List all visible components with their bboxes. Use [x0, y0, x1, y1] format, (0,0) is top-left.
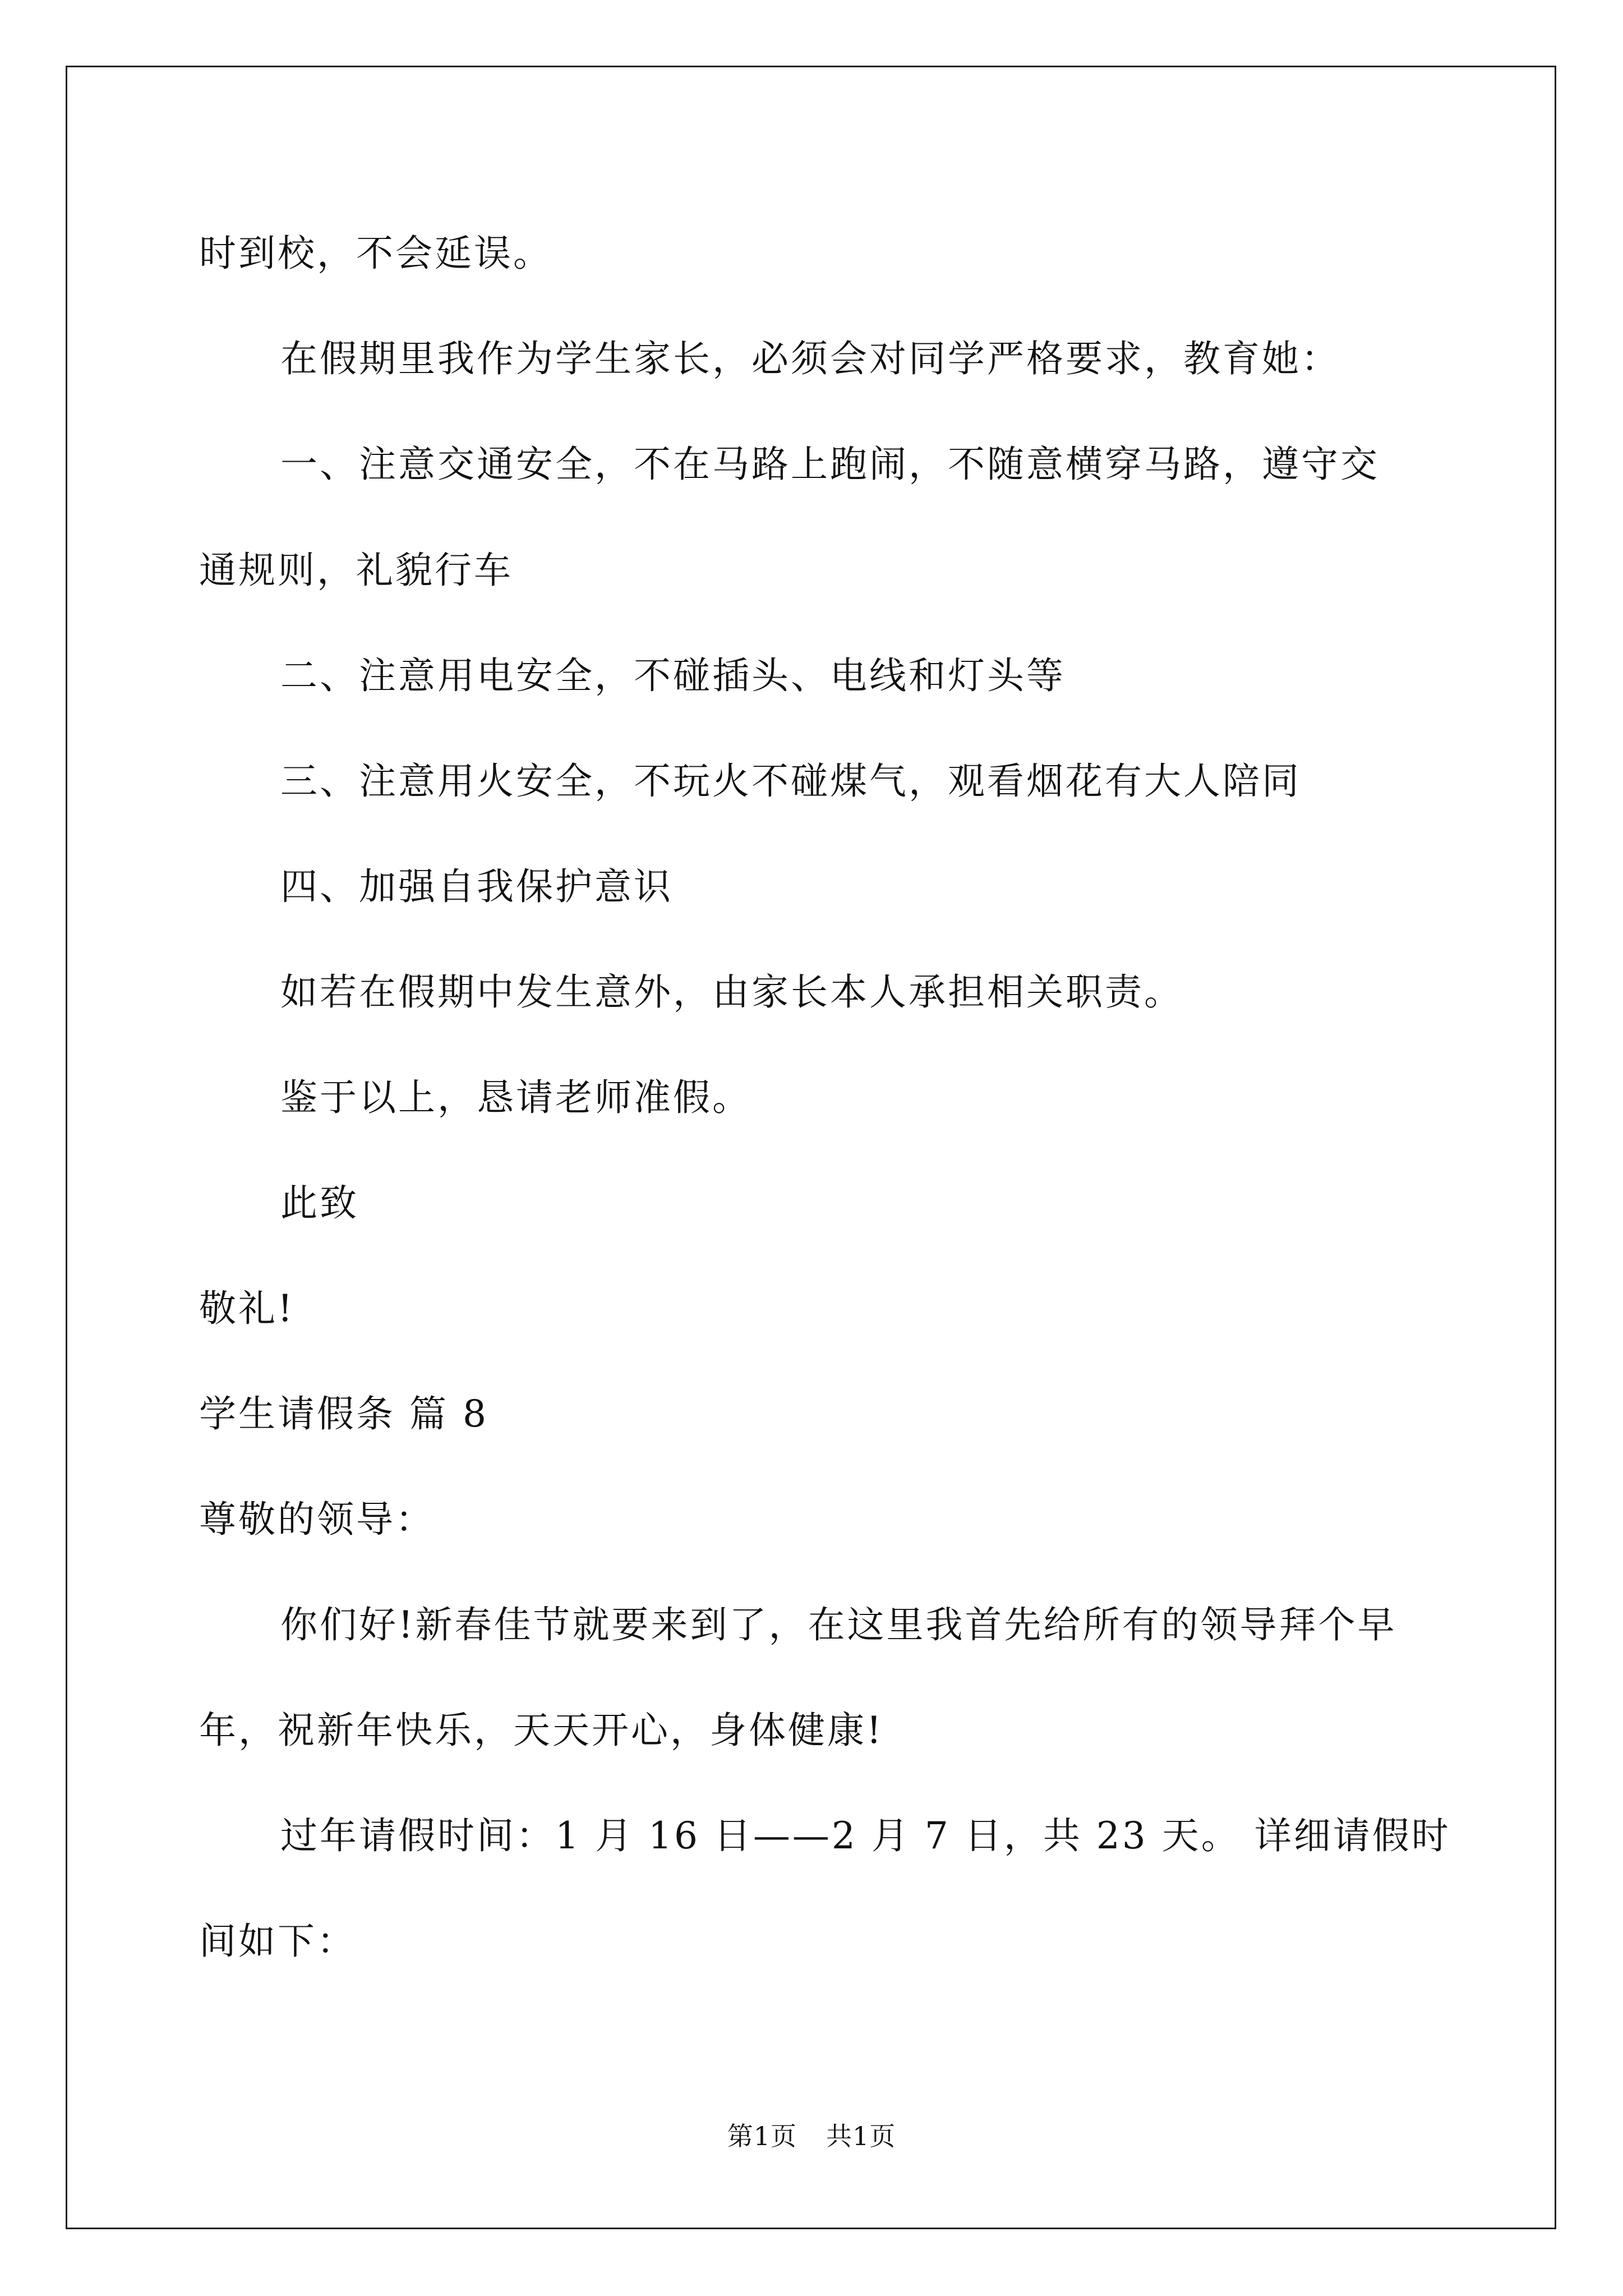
page-border — [66, 66, 1556, 2229]
paragraph-line: 过年请假时间：1 月 16 日——2 月 7 日，共 23 天。 详细请假时 — [280, 1814, 1451, 1857]
page-count: 共1页 — [826, 2121, 896, 2151]
paragraph-line: 通规则，礼貌行车 — [199, 549, 513, 592]
salutation-line: 敬礼! — [199, 1287, 295, 1330]
paragraph-line: 四、加强自我保护意识 — [280, 865, 673, 908]
paragraph-line: 鉴于以上，恳请老师准假。 — [280, 1076, 751, 1119]
greeting-line: 尊敬的领导： — [199, 1498, 435, 1541]
paragraph-line: 二、注意用电安全，不碰插头、电线和灯头等 — [280, 654, 1066, 697]
paragraph-line: 年，祝新年快乐，天天开心，身体健康! — [199, 1709, 884, 1752]
paragraph-line: 间如下： — [199, 1920, 356, 1963]
section-heading: 学生请假条 篇 8 — [199, 1392, 488, 1435]
page-footer — [0, 2120, 1623, 2152]
paragraph-line: 时到校，不会延误。 — [199, 232, 552, 275]
page-number: 第1页 — [727, 2121, 797, 2151]
paragraph-line: 如若在假期中发生意外，由家长本人承担相关职责。 — [280, 970, 1183, 1014]
paragraph-line: 在假期里我作为学生家长，必须会对同学严格要求，教育她： — [280, 337, 1340, 380]
paragraph-line: 一、注意交通安全，不在马路上跑闹，不随意横穿马路，遵守交 — [280, 443, 1380, 486]
paragraph-line: 三、注意用火安全，不玩火不碰煤气，观看烟花有大人陪同 — [280, 760, 1301, 803]
closing-line: 此致 — [280, 1181, 359, 1225]
paragraph-line: 你们好!新春佳节就要来到了，在这里我首先给所有的领导拜个早 — [280, 1603, 1397, 1646]
